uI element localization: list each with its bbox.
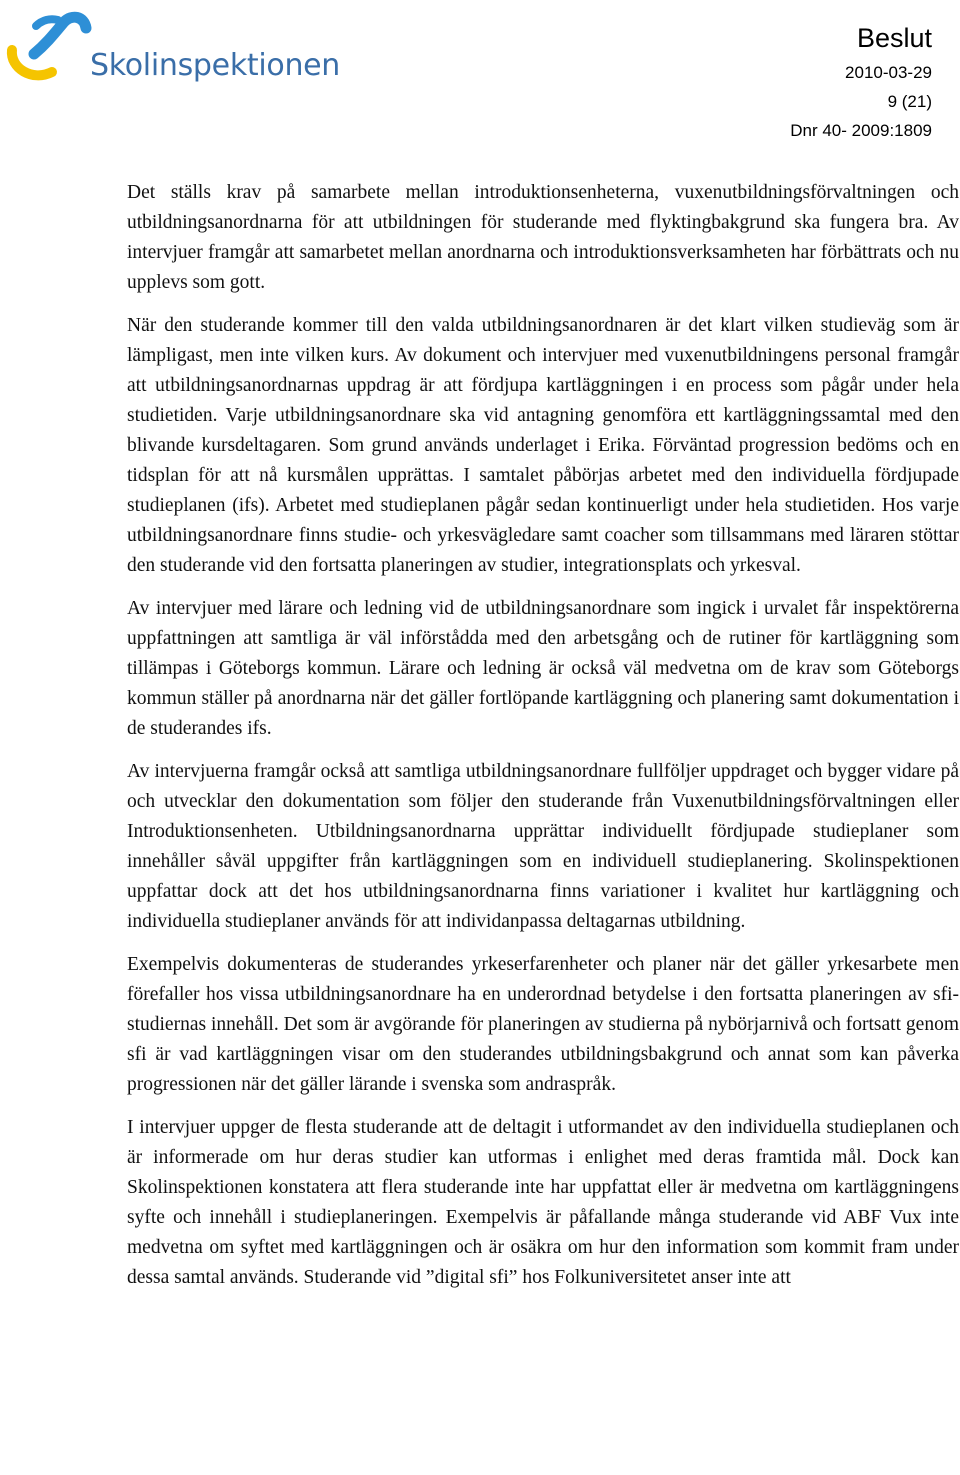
document-type: Beslut	[856, 23, 932, 53]
paragraph: Av intervjuer med lärare och ledning vid de utbildningsanordnare som ingick i urvalet får inspektörerna uppfattningen att samtliga är väl införstådda med den arbetsgång och de rutiner för kartläggning som tillämpas i Göteborgs kommun. Lärare och ledning är också väl medvetna om de krav som Göteborgs kommun ställer på anordnarna när det gäller fortlöpande kartläggning och planering samt dokumentation i de studerandes ifs.	[127, 598, 959, 739]
paragraph: Det ställs krav på samarbete mellan introduktionsenheterna, vuxenutbildningsförvaltningen och utbildningsanordnarna för att utbildningen för studerande med flyktingbakgrund ska fungera bra. Av intervjuer framgår att samarbetet mellan anordnarna och introduktionsverksamheten har förbättrats och nu upplevs som gott.	[127, 182, 959, 293]
page-number: 9 (21)	[887, 92, 932, 111]
logo-text: Skolinspektionen	[90, 48, 341, 83]
document-body	[127, 178, 959, 1306]
diary-number: Dnr 40- 2009:1809	[790, 121, 932, 140]
paragraph: När den studerande kommer till den valda utbildningsanordnaren är det klart vilken studieväg som är lämpligast, men inte vilken kurs. Av dokument och intervjuer med vuxenutbildningens personal framgår att utbildningsanordnarnas uppdrag är att fördjupa kartläggningen i en process som pågår under hela studietiden. Varje utbildningsanordnare ska vid antagning genomföra ett kartläggningssamtal med den blivande kursdeltagaren. Som grund används underlaget i Erika. Förväntad progression bedöms och en tidsplan för att nå kursmålen upprättas. I samtalet påbörjas arbetet med den individuella fördjupade studieplanen (ifs). Arbetet med studieplanen pågår sedan kontinuerligt under hela studietiden. Hos varje utbildningsanordnare finns studie- och yrkesvägledare samt coacher som tillsammans med läraren stöttar den studerande vid den fortsatta planeringen av studier, integrationsplats och yrkesval.	[127, 315, 959, 576]
paragraph: Exempelvis dokumenteras de studerandes yrkeserfarenheter och planer när det gäller yrkesarbete men förefaller hos vissa utbildningsanordnare ha en underordnad betydelse i den fortsatta planeringen av sfi-studiernas innehåll. Det som är avgörande för planeringen av studierna på nybörjarnivå och fortsatt genom sfi är vad kartläggningen visar om den studerandes utbildningsbakgrund och annat som kan påverka progressionen när det gäller lärande i svenska som andraspråk.	[127, 954, 959, 1095]
document-date: 2010-03-29	[845, 63, 932, 82]
paragraph: Av intervjuerna framgår också att samtliga utbildningsanordnare fullföljer uppdraget och bygger vidare på och utvecklar den dokumentation som följer den studerande från Vuxenutbildningsförvaltningen eller Introduktionsenheten. Utbildningsanordnarna upprättar individuellt fördjupade studieplaner som innehåller såväl uppgifter från kartläggningen som en individuell studieplanering. Skolinspektionen uppfattar dock att det hos utbildningsanordnarna finns variationer i kvalitet hur kartläggning och individuella studieplaner används för att individanpassa deltagarnas utbildning.	[127, 761, 959, 932]
skolinspektionen-logo	[6, 6, 346, 90]
paragraph: I intervjuer uppger de flesta studerande att de deltagit i utformandet av den individuella studieplanen och är informerade om hur deras studier kan utformas i enlighet med deras framtida mål. Dock kan Skolinspektionen konstatera att flera studerande inte har uppfattat eller är medvetna om kartläggningens syfte och innehåll i studieplaneringen. Exempelvis är påfallande många studerande vid ABF Vux inte medvetna om syftet med kartläggningen och är osäkra om hur den information som kommit fram under dessa samtal används. Studerande vid ”digital sfi” hos Folkuniversitetet anser inte att	[127, 1117, 959, 1288]
logo-mark-icon	[6, 6, 96, 86]
document-header	[790, 18, 932, 145]
